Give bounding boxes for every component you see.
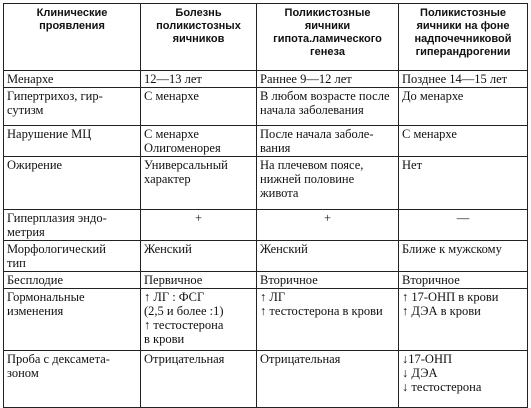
cell-line: сутизм xyxy=(7,103,44,117)
cell-line: ↑ 17-ОНП в крови xyxy=(402,290,499,304)
table-cell xyxy=(257,88,399,126)
table-cell xyxy=(399,126,528,157)
cell-line: Ближе к мужскому xyxy=(402,242,502,256)
table-cell xyxy=(257,241,399,272)
cell-line: живота xyxy=(260,186,299,200)
row-label-cell xyxy=(4,126,141,157)
cell-line: Женский xyxy=(260,242,308,256)
cell-line: ↓17-ОНП xyxy=(402,352,452,366)
cell-line: Вторичное xyxy=(402,273,460,287)
header-line: проявления xyxy=(39,20,105,32)
cell-line: С менархе xyxy=(144,127,199,141)
cell-line: На плечевом поясе, xyxy=(260,158,364,172)
cell-line: — xyxy=(456,211,470,225)
cell-line: Гипертрихоз, гир- xyxy=(7,89,103,103)
cell-line: + xyxy=(194,211,203,225)
comparison-table xyxy=(3,3,528,408)
cell-line: Первичное xyxy=(144,273,203,287)
table-cell xyxy=(141,71,257,88)
cell-line: (2,5 и более :1) xyxy=(144,304,224,318)
header-line: гипота.ламического xyxy=(273,33,382,45)
header-line: яичники xyxy=(304,20,351,32)
header-line: Поликистозные xyxy=(420,7,506,19)
header-line: Поликистозные xyxy=(284,7,371,19)
table-cell xyxy=(399,241,528,272)
cell-line: Отрицательная xyxy=(144,352,225,366)
cell-line: ↓ тестостерона xyxy=(402,380,482,394)
table-cell xyxy=(257,71,399,88)
table-cell xyxy=(141,241,257,272)
header-cell xyxy=(4,4,141,71)
header-row xyxy=(4,4,528,71)
header-line: Клинические xyxy=(36,7,108,19)
row-label-cell xyxy=(4,157,141,210)
table-cell xyxy=(141,126,257,157)
table-body xyxy=(4,71,528,408)
row-label-cell xyxy=(4,71,141,88)
row-label-cell xyxy=(4,272,141,289)
row-label-cell xyxy=(4,241,141,272)
row-label-cell xyxy=(4,88,141,126)
header-cell xyxy=(141,4,257,71)
table-cell xyxy=(257,126,399,157)
table-cell xyxy=(399,351,528,408)
table-row xyxy=(4,88,528,126)
table-row xyxy=(4,289,528,351)
cell-line: Нет xyxy=(402,158,423,172)
table-cell xyxy=(141,88,257,126)
cell-line: нижней половине xyxy=(260,172,355,186)
cell-line: вания xyxy=(260,141,291,155)
table-cell xyxy=(399,157,528,210)
cell-line: С менархе xyxy=(402,127,457,141)
table-cell xyxy=(257,157,399,210)
cell-line: + xyxy=(323,211,332,225)
cell-line: ↑ ЛГ : ФСГ xyxy=(144,290,205,304)
header-line: Болезнь xyxy=(175,7,222,19)
cell-line: зоном xyxy=(7,366,39,380)
table-cell xyxy=(399,272,528,289)
cell-line: Вторичное xyxy=(260,273,318,287)
cell-line: Гормональные xyxy=(7,290,85,304)
header-line: поликистозных xyxy=(156,20,241,32)
row-label-cell xyxy=(4,210,141,241)
cell-line: ↓ ДЭА xyxy=(402,366,438,380)
cell-line: Позднее 14—15 лет xyxy=(402,72,508,86)
cell-line: ↑ ДЭА в крови xyxy=(402,304,481,318)
table-row xyxy=(4,351,528,408)
cell-line: ↑ тестостерона в крови xyxy=(260,304,383,318)
row-label-cell xyxy=(4,351,141,408)
table-cell xyxy=(141,272,257,289)
cell-line: Нарушение МЦ xyxy=(7,127,92,141)
cell-line: Гиперплазия эндо- xyxy=(7,211,107,225)
cell-line: Морфологический xyxy=(7,242,106,256)
header-line: генеза xyxy=(310,46,345,58)
cell-line: Ожирение xyxy=(7,158,63,172)
cell-line: Проба с дексамета- xyxy=(7,352,110,366)
cell-line: В любом возрасте после xyxy=(260,89,390,103)
cell-line: характер xyxy=(144,172,191,186)
table-cell xyxy=(141,289,257,351)
table-cell xyxy=(399,289,528,351)
cell-line: тип xyxy=(7,256,26,270)
row-label-cell xyxy=(4,289,141,351)
header-line: гиперандрогении xyxy=(415,46,511,58)
table-cell xyxy=(257,351,399,408)
table-cell xyxy=(399,88,528,126)
header-line: яичники на фоне xyxy=(416,20,510,32)
table-row xyxy=(4,241,528,272)
table-cell xyxy=(257,289,399,351)
table-cell xyxy=(257,210,399,241)
table-cell xyxy=(141,210,257,241)
header-line: яичников xyxy=(172,33,225,45)
table-cell xyxy=(141,157,257,210)
header-line: надпочечниковой xyxy=(414,33,512,45)
table-row xyxy=(4,71,528,88)
cell-line: До менархе xyxy=(402,89,464,103)
cell-line: в крови xyxy=(144,332,185,346)
table-cell xyxy=(141,351,257,408)
cell-line: 12—13 лет xyxy=(144,72,202,86)
table-row xyxy=(4,272,528,289)
cell-line: Бесплодие xyxy=(7,273,63,287)
table-cell xyxy=(399,210,528,241)
cell-line: ↑ ЛГ xyxy=(260,290,286,304)
cell-line: Менархе xyxy=(7,72,54,86)
table-cell xyxy=(399,71,528,88)
cell-line: Раннее 9—12 лет xyxy=(260,72,352,86)
header-cell xyxy=(399,4,528,71)
cell-line: Отрицательная xyxy=(260,352,341,366)
cell-line: начала заболевания xyxy=(260,103,364,117)
table-cell xyxy=(257,272,399,289)
cell-line: изменения xyxy=(7,304,64,318)
cell-line: Женский xyxy=(144,242,192,256)
cell-line: Олигоменорея xyxy=(144,141,221,155)
table-row xyxy=(4,157,528,210)
header-cell xyxy=(257,4,399,71)
cell-line: Универсальный xyxy=(144,158,228,172)
table-row xyxy=(4,126,528,157)
cell-line: метрия xyxy=(7,225,45,239)
cell-line: ↑ тестостерона xyxy=(144,318,224,332)
table-row xyxy=(4,210,528,241)
cell-line: С менархе xyxy=(144,89,199,103)
cell-line: После начала заболе- xyxy=(260,127,374,141)
